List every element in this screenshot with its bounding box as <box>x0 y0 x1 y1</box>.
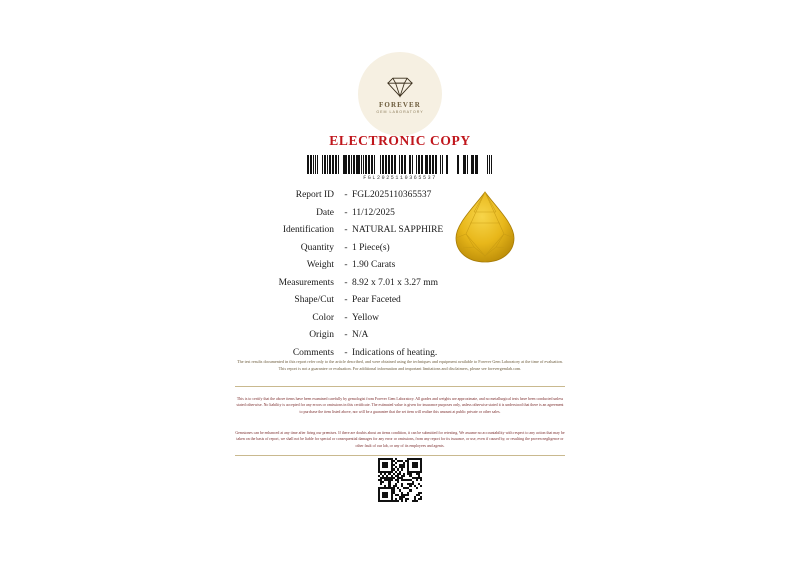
detail-value: 1 Piece(s) <box>352 242 390 253</box>
detail-row <box>212 243 592 261</box>
detail-row <box>212 330 592 348</box>
qr-code-block <box>378 458 422 502</box>
detail-label: Report ID <box>295 190 334 200</box>
diamond-icon <box>383 76 417 98</box>
detail-value: 11/12/2025 <box>352 207 395 218</box>
detail-separator: - <box>344 260 348 270</box>
detail-value: Indications of heating. <box>352 347 438 358</box>
detail-separator: - <box>344 225 348 235</box>
detail-separator: - <box>344 207 348 218</box>
detail-row <box>212 313 592 331</box>
detail-separator: - <box>344 242 348 253</box>
lab-brand-name: FOREVER <box>379 101 421 109</box>
barcode-number: FGL2025110365537 <box>363 175 437 181</box>
detail-separator: - <box>344 330 348 340</box>
barcode-icon <box>307 155 493 174</box>
electronic-copy-label: ELECTRONIC COPY <box>329 133 471 148</box>
detail-label: Shape/Cut <box>294 295 334 305</box>
detail-label: Comments <box>292 347 334 358</box>
detail-value: 1.90 Carats <box>352 260 396 270</box>
detail-value: 8.92 x 7.01 x 3.27 mm <box>352 277 439 288</box>
detail-label: Color <box>312 312 334 323</box>
detail-label: Origin <box>309 330 334 340</box>
detail-label: Weight <box>306 260 334 270</box>
detail-label: Date <box>316 207 334 218</box>
barcode-block <box>307 155 493 181</box>
detail-row <box>212 295 592 313</box>
report-details-table <box>212 190 592 365</box>
detail-value: NATURAL SAPPHIRE <box>352 225 444 235</box>
detail-label: Measurements <box>278 277 334 288</box>
liability-note: Gemstones can be enhanced at any time after firing our premises. If there are doubts about an items condition, it can be submitted for retesting. We assume no accountability with respect to any action that may be taken on the basis of report, we shall not be liable for special or consequential damages for any error or omissions, from any report for its issuance, or use, even if caused by, or resulting the proven negligence or other fault of our lab, or any of its employees and agents. <box>235 431 565 448</box>
detail-row <box>212 278 592 296</box>
lab-logo <box>358 52 442 136</box>
detail-row <box>212 260 592 278</box>
detail-separator: - <box>344 277 348 288</box>
divider-top <box>235 386 565 387</box>
detail-separator: - <box>344 347 348 358</box>
detail-value: N/A <box>352 330 369 340</box>
detail-separator: - <box>344 190 348 200</box>
report-disclaimer-note: The test results documented in this report refer only to the article described, and were obtained using the techniques and equipment available to Forever Gem Laboratory at the time of evaluation. This report is not a guarantee or evaluation. For additional information and important limitations and disclaimers, please see forevergemlab.com. <box>237 359 563 371</box>
detail-row <box>212 190 592 208</box>
detail-row <box>212 208 592 226</box>
detail-value: FGL2025110365537 <box>352 190 432 200</box>
detail-separator: - <box>344 312 348 323</box>
divider-bottom <box>235 455 565 456</box>
detail-label: Identification <box>282 225 334 235</box>
detail-value: Pear Faceted <box>352 295 401 305</box>
qr-code-icon[interactable] <box>378 458 422 502</box>
detail-separator: - <box>344 295 348 305</box>
certification-terms-note: This is to certify that the above items have been examined carefully by gemologist from Forever Gem Laboratory. All grades and weights are approximate, and no metallurgical tests have been conducted unless stated otherwise. No liability is accepted for any errors or omissions in this certificate. The estimated value is given for insurance purposes only, unless otherwise stated it is understood that there is an agreement to purchase the item listed above, nor will be a guarantee that the set item will realize this amount at public private or other sales. <box>236 397 564 414</box>
detail-label: Quantity <box>300 242 334 253</box>
lab-brand-subtitle: GEM LABORATORY <box>376 110 424 114</box>
detail-value: Yellow <box>352 312 380 323</box>
detail-row <box>212 225 592 243</box>
